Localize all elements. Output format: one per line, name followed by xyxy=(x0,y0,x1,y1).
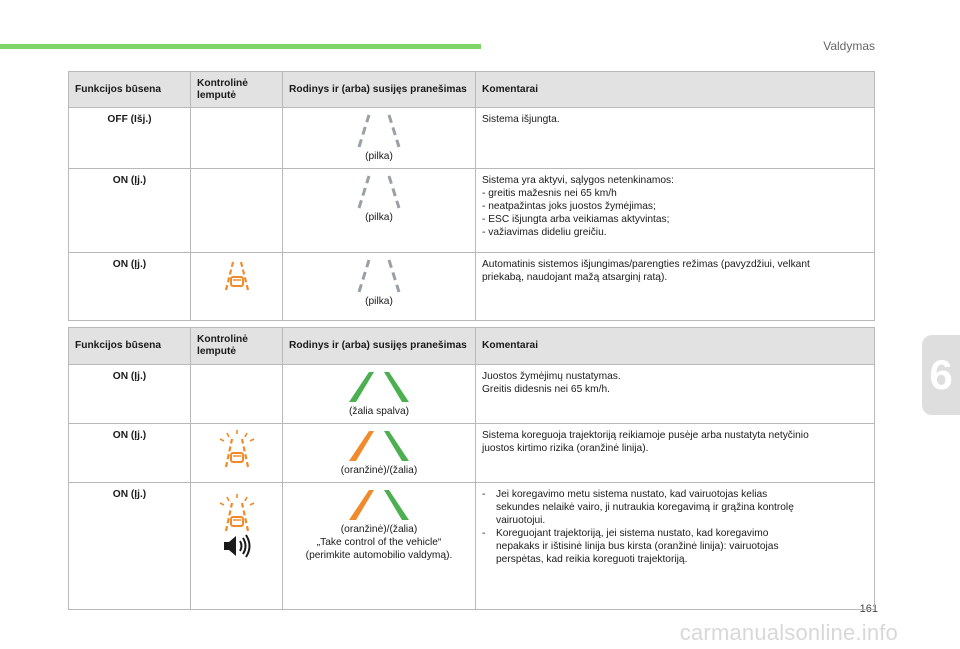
table-row xyxy=(69,483,875,610)
comment-line: Automatinis sistemos išjungimas/parengties režimas (pavyzdžiui, velkant xyxy=(482,259,810,270)
status-table-2 xyxy=(68,327,875,610)
table-row xyxy=(69,169,875,253)
comment-line: nepakaks ir ištisinė linija bus kirsta (oranžinė linija): vairuotojas xyxy=(496,541,779,552)
table-row xyxy=(69,253,875,321)
display-caption: (oranžinė)/(žalia) xyxy=(340,524,418,535)
table-row xyxy=(69,108,875,169)
lane-lines-grey-icon xyxy=(329,113,429,149)
state-cell: ON (Įj.) xyxy=(69,169,191,253)
table-row xyxy=(69,424,875,483)
state-cell: ON (Įj.) xyxy=(69,424,191,483)
comment-cell xyxy=(476,108,875,169)
chapter-tab xyxy=(922,335,960,415)
header-cell: Rodinys ir (arba) susijęs pranešimas xyxy=(283,328,476,365)
header-cell: Komentarai xyxy=(476,328,875,365)
status-table-1 xyxy=(68,71,875,321)
comment-line: - važiavimas dideliu greičiu. xyxy=(482,227,607,238)
header-cell: Funkcijos būsena xyxy=(69,328,191,365)
lane-lines-grey-icon xyxy=(329,258,429,294)
state-cell: OFF (Išj.) xyxy=(69,108,191,169)
comment-line: Greitis didesnis nei 65 km/h. xyxy=(482,384,610,395)
comment-bullet: - Koreguojant trajektoriją, jei sistema nustato, kad koregavimo nepakaks ir ištisinė linija bus kirsta (oranžinė linija): vairuotojas perspėtas, kad reikia koreguoti trajektoriją. xyxy=(482,528,779,565)
table-header-row xyxy=(69,72,875,108)
display-caption: (pilka) xyxy=(365,151,393,162)
comment-line: - greitis mažesnis nei 65 km/h xyxy=(482,188,617,199)
display-caption: (oranžinė)/(žalia) xyxy=(340,465,418,476)
header-cell: Kontrolinė lemputė xyxy=(191,72,283,108)
comment-line: Sistema koreguoja trajektoriją reikiamoje pusėje arba nustatyta netyčinio xyxy=(482,430,809,441)
header-cell: Rodinys ir (arba) susijęs pranešimas xyxy=(283,72,476,108)
comment-cell xyxy=(476,483,875,610)
header-cell: Komentarai xyxy=(476,72,875,108)
comment-line: Sistema yra aktyvi, sąlygos netenkinamos: xyxy=(482,175,674,186)
display-cell xyxy=(283,253,476,321)
state-cell: ON (Įj.) xyxy=(69,253,191,321)
display-message-translation: (perimkite automobilio valdymą). xyxy=(305,550,453,561)
comment-line: Sistema išjungta. xyxy=(482,114,560,125)
lane-lines-green-icon xyxy=(329,370,429,404)
comment-line: - ESC išjungta arba veikiamas aktyvintas; xyxy=(482,214,670,225)
comment-cell xyxy=(476,365,875,424)
display-cell xyxy=(283,108,476,169)
watermark: carmanualsonline.info xyxy=(679,620,898,645)
comment-line: - neatpažintas joks juostos žymėjimas; xyxy=(482,201,656,212)
display-cell xyxy=(283,424,476,483)
lamp-cell xyxy=(191,424,283,483)
section-accent-bar xyxy=(0,44,481,49)
lane-lines-orange-green-icon xyxy=(329,488,429,522)
lane-keeping-warning-icon xyxy=(220,258,254,292)
header-cell: Funkcijos būsena xyxy=(69,72,191,108)
display-cell xyxy=(283,365,476,424)
display-caption: (pilka) xyxy=(365,212,393,223)
lane-lines-grey-icon xyxy=(329,174,429,210)
comment-line: sekundes nelaikė vairo, ji nutraukia koregavimą ir grąžina kontrolę xyxy=(496,502,794,513)
display-caption: (žalia spalva) xyxy=(348,406,410,417)
lane-departure-active-icon xyxy=(217,493,257,533)
comment-line: perspėtas, kad reikia koreguoti trajektoriją. xyxy=(496,554,688,565)
state-cell: ON (Įj.) xyxy=(69,483,191,610)
header-cell: Kontrolinė lemputė xyxy=(191,328,283,365)
page-number: 161 xyxy=(859,603,878,615)
display-cell xyxy=(283,169,476,253)
lane-departure-active-icon xyxy=(217,429,257,469)
lamp-cell xyxy=(191,365,283,424)
table-row xyxy=(69,365,875,424)
comment-line: juostos kirtimo rizika (oranžinė linija). xyxy=(482,443,649,454)
display-message: „Take control of the vehicle“ xyxy=(316,537,442,548)
comment-line: Jei koregavimo metu sistema nustato, kad vairuotojas kelias xyxy=(496,489,768,500)
comment-bullet: - Jei koregavimo metu sistema nustato, kad vairuotojas kelias sekundes nelaikė vairo, ji nutraukia koregavimą ir grąžina kontrolę vairuotojui. xyxy=(482,489,794,526)
state-cell: ON (Įj.) xyxy=(69,365,191,424)
lamp-cell xyxy=(191,108,283,169)
comment-line: Koreguojant trajektoriją, jei sistema nustato, kad koregavimo xyxy=(496,528,769,539)
speaker-sound-icon xyxy=(222,533,252,559)
table-header-row xyxy=(69,328,875,365)
comment-cell xyxy=(476,253,875,321)
display-caption: (pilka) xyxy=(365,296,393,307)
section-title: Valdymas xyxy=(823,39,875,53)
comment-cell xyxy=(476,169,875,253)
lane-lines-orange-green-icon xyxy=(329,429,429,463)
lamp-cell xyxy=(191,253,283,321)
comment-line: vairuotojui. xyxy=(496,515,546,526)
lamp-cell xyxy=(191,483,283,610)
comment-line: priekabą, naudojant mažą atsarginį ratą). xyxy=(482,272,668,283)
comment-line: Juostos žymėjimų nustatymas. xyxy=(482,371,621,382)
lamp-cell xyxy=(191,169,283,253)
chapter-number: 6 xyxy=(929,351,953,398)
display-cell xyxy=(283,483,476,610)
comment-cell xyxy=(476,424,875,483)
